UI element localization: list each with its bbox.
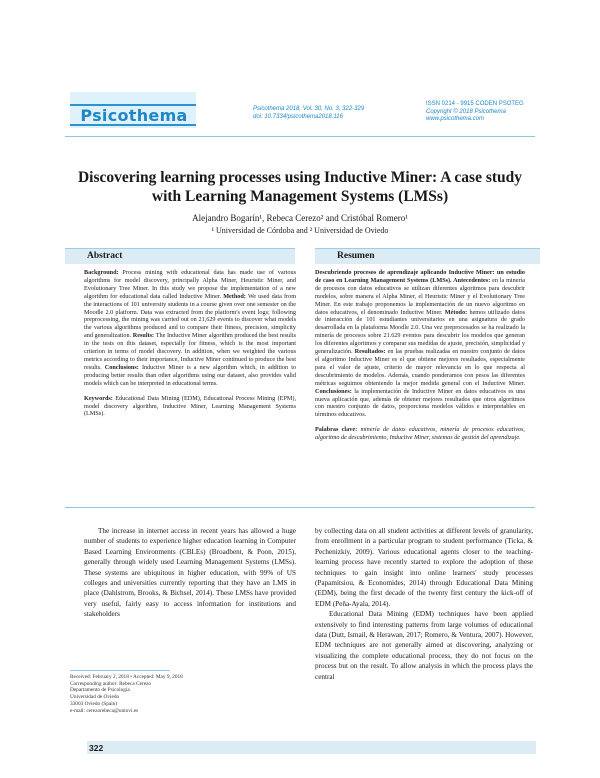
antecedentes-text: en la minería de procesos con datos educativos se utilizan diferentes algoritmos para descubrir modelos, sobre manera el Alpha Miner, el Heuristic Miner y el Evolutionary Tree Miner. En este trabajo proponemos la implementación de un nuevo algoritmo en datos educativos, el denominado Inductive Miner. <box>315 276 525 316</box>
email[interactable]: e-mail: cerezorebeca@uniovi.es <box>70 707 139 714</box>
results-label: Results: <box>132 332 156 340</box>
abstract-body: Background: Process mining with educational data has made use of various algorithms for model discovery, principally Alpha Miner, Heuristic Miner, and Evolutionary Tree Miner. In this study we propose the implementation of a new algorithm for educational data called Inductive Miner. Method: We used data from the interactions of 101 university students in a course given over one semester on the Moodle 2.0 platform. Data was extracted from the platform's event logs; following preprocessing, the mining was carried out on 21,629 events to discover what models the various algorithms produced and to compare their fitness, precision, simplicity and generalization. Results: The Inductive Miner algorithm produced the best results in the tests on this dataset, especially for fitness, which is the most important criterion in terms of model discovery. In addition, when we weighted the various metrics according to their importance, Inductive Miner continued to produce the best results. Conclusions: Inductive Miner is a new algorithm which, in addition to producing better results than other algorithms using our dataset, also provides valid models which can be interpreted in educational terms. Keywords: Educational Data Mining (EDM), Educational Process Mining (EPM), model discovery algorithm, Inductive Miner, Learning Management Systems (LMSs). <box>84 269 297 418</box>
metodo-label: Método: <box>444 308 470 316</box>
page-number: 322 <box>89 743 104 753</box>
background-label: Background: <box>84 269 123 276</box>
citation-block <box>253 105 403 121</box>
edm-paragraph: Educational Data Mining (EDM) techniques have been applied extensively to find interesting patterns from large volumes of educational data (Dutt, Ismail, & Herawan, 2017; Romero, & Ventura, 2007). However, EDM techniques are not generally aimed at discovering, analyzing or visualizing the complete educational process, they do not focus on the process but on the result. To allow analysis in which the process plays the central <box>315 610 533 681</box>
keywords-text: Educational Data Mining (EDM), Educational Process Mining (EPM), model discovery algorithm, Inductive Miner, Learning Management Systems (LMSs). <box>84 394 297 418</box>
department: Departamento de Psicología <box>70 687 130 694</box>
resultados-text: en las pruebas realizadas en nuestro conjunto de datos el algoritmo Inductive Miner es el que obtiene mejores resultados, especialmente para el valor de ajuste, criterio de mayor relevancia en lo que respecta al descubrimiento de modelos. Además, cuando ponderamos con pesos las diferentes métricas seguimos obteniendo la mejor medida general con el Inductive Miner. <box>315 348 525 387</box>
citation: Psicothema 2018, Vol. 30, No. 3, 322-329 <box>253 106 365 112</box>
resumen-body: Descubriendo procesos de aprendizaje aplicando Inductive Miner: un estudio de caso en Learning Management Systems (LMSs). Antecedentes: en la minería de procesos con datos educativos se utilizan diferentes algoritmos para descubrir modelos, sobre manera el Alpha Miner, el Heuristic Miner y el Evolutionary Tree Miner. En este trabajo proponemos la implementación de un nuevo algoritmo en datos educativos, el denominado Inductive Miner. Método: hemos utilizado datos de interacción de 101 estudiantes universitarios en una asignatura de grado desarrollada en la plataforma Moodle 2.0. Una vez preprocesados se ha realizado la minería de procesos sobre 21.629 eventos para descubrir los modelos que generan los diferentes algoritmos y comparar sus medidas de ajuste, precisión, simplicidad y generalización. Resultados: en las pruebas realizadas en nuestro conjunto de datos el algoritmo Inductive Miner es el que obtiene mejores resultados, especialmente para el valor de ajuste, criterio de mayor relevancia en lo que respecta al descubrimiento de modelos. Además, cuando ponderamos con pesos las diferentes métricas seguimos obteniendo la mejor medida general con el Inductive Miner. Conclusiones: la implementación de Inductive Miner en datos educativos es una nueva aplicación que, además de obtener mejores resultados que otros algoritmos con nuestro conjunto de datos, proporciona modelos válidos e interpretables en términos educativos. Palabras clave: minería de datos educativos, minería de procesos educativos, algoritmo de descubrimiento, Inductive Miner, sistemas de gestión del aprendizaje. <box>315 269 525 442</box>
conclusions-label: Conclusions: <box>104 363 142 371</box>
received-dates: Received: February 2, 2018 • Accepted: May 9, 2018 <box>70 674 183 680</box>
method-text: We used data from the interactions of 101 university students in a course given over one semester on the Moodle 2.0 platform. Data was extracted from the platform's event logs; following preprocessing, the mining was carried out on 21,629 events to discover what models the various algorithms produced and to compare their fitness, precision, simplicity and generalization. <box>84 292 297 340</box>
website-link[interactable]: www.psicothema.com <box>426 116 485 122</box>
resultados-label: Resultados: <box>354 348 388 356</box>
abstract-bottom-divider <box>65 507 535 508</box>
doi[interactable]: doi: 10.7334/psicothema2018.116 <box>253 114 343 120</box>
conclusions-text: Inductive Miner is a new algorithm which, in addition to producing better results than other algorithms using our dataset, also provides valid models which can be interpreted in educational terms. <box>84 363 297 387</box>
header-divider <box>65 136 535 137</box>
copyright: Copyright © 2018 Psicothema <box>426 108 506 115</box>
journal-info <box>426 101 536 124</box>
resumen-heading-bar <box>315 248 540 264</box>
intro-paragraph: The increase in internet access in recent years has allowed a huge number of students to experience higher education learning in Computer Based Learning Environments (CBLEs) (Broadbent, & Poon, 2015), generally through widely used Learning Management Systems (LMSs). These systems are ubiquitous in higher education, with 99% of US colleges and universities currently reporting that they have an LMS in place (Dahlstrom, Brooks, & Bichsel, 2014). These LMSs have provided very useful, fairly easy to access information for institutions and stakeholders <box>84 527 296 619</box>
method-label: Method: <box>223 292 248 300</box>
footnote-divider <box>70 670 170 671</box>
palabras-text: minería de datos educativos, minería de procesos educativos, algoritmo de descubrimiento, Inductive Miner, sistemas de gestión del aprendizaje. <box>315 426 525 442</box>
antecedentes-label: Antecedentes: <box>453 276 493 284</box>
university: Universidad de Oviedo <box>70 694 120 701</box>
metodo-text: hemos utilizado datos de interacción de 101 estudiantes universitarios en una asignatura de grado desarrollada en la plataforma Moodle 2.0. Una vez preprocesados se ha realizado la minería de procesos sobre 21.629 eventos para descubrir los modelos que generan los diferentes algoritmos y comparar sus medidas de ajuste, precisión, simplicidad y generalización. <box>315 308 525 356</box>
corresponding-author: Corresponding author: Rebeca Cerezo <box>70 680 152 687</box>
conclusiones-text: la implementación de Inductive Miner en datos educativos es una nueva aplicación que, además de obtener mejores resultados que otros algoritmos con nuestro conjunto de datos, proporciona modelos válidos e interpretables en términos educativos. <box>315 387 525 419</box>
city: 33003 Oviedo (Spain) <box>70 700 118 707</box>
authors: Alejandro Bogarín¹, Rebeca Cerezo² and Cristóbal Romero¹ <box>192 213 408 223</box>
issn: ISSN 0214 - 9915 CODEN PSOTEG <box>426 101 524 107</box>
body-right-column <box>315 526 533 682</box>
body-left-column <box>84 526 296 620</box>
affiliations: ¹ Universidad de Córdoba and ² Universidad de Oviedo <box>211 226 389 235</box>
continued-paragraph: by collecting data on all student activities at different levels of granularity, from enrollment in a particular program to student performance (Ticka, & Pechenizkiy, 2009). Various educational agents closer to the teaching-learning process have recently started to explore the adoption of these techniques to gain insight into online learners' study processes (Papamitsiou, & Economides, 2014) through Educational Data Mining (EDM), being the first decade of the twenty first century the kick-off of EDM (Peña-Ayala, 2014). <box>315 527 533 608</box>
footnote <box>70 674 270 714</box>
resumen-heading: Resumen <box>337 251 375 261</box>
page-footer-bar <box>87 741 536 754</box>
results-text: The Inductive Miner algorithm produced the best results in the tests on this dataset, especially for fitness, which is the most important criterion in terms of model discovery. In addition, when we weighted the various metrics according to their importance, Inductive Miner continued to produce the best results. <box>84 332 296 371</box>
abstract-heading-bar <box>65 248 295 264</box>
journal-logo: Psicothema <box>80 106 188 125</box>
abstract-heading: Abstract <box>87 251 123 261</box>
paper-title: Discovering learning processes using Inductive Miner: A case study with Learning Management Systems (LMSs) <box>77 169 523 205</box>
background-text: Process mining with educational data has made use of various algorithms for model discovery, principally Alpha Miner, Heuristic Miner, and Evolutionary Tree Miner. In this study we propose the implementation of a new algorithm for educational data called Inductive Miner. <box>84 269 296 300</box>
conclusiones-label: Conclusiones: <box>315 387 355 395</box>
